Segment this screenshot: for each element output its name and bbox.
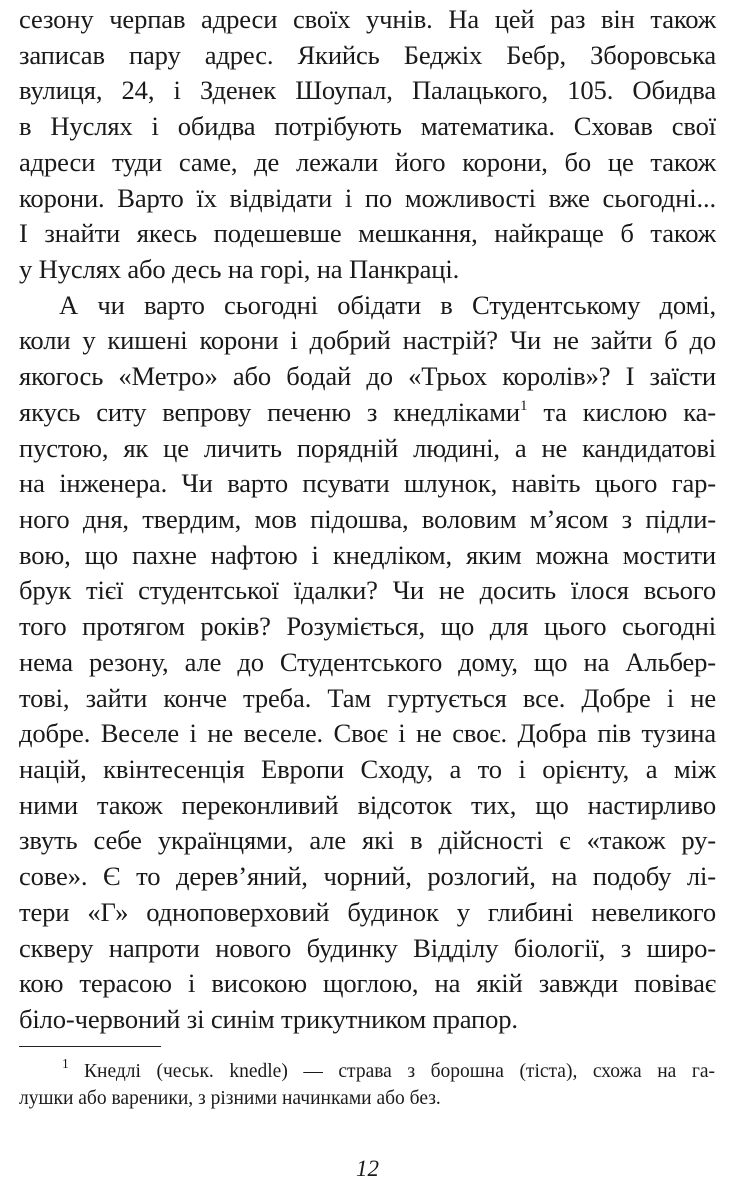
text-line: брук тієї студентської їдалки? Чи не досить їлося всього [19,575,716,605]
text-line: кою терасою і високою щоглою, на якій завжди повіває [19,968,716,998]
text-line: націй, квінтесенція Европи Сходу, а то і орієнту, а між [19,754,716,784]
text-segment: якусь ситу вепрову печеню з кнедліками [19,397,520,427]
text-line: сове». Є то дерев’яний, чорний, розлогий, на подобу лі- [19,861,716,891]
text-line: сезону черпав адреси своїх учнів. На цей раз він також [19,4,716,34]
page-number: 12 [356,1156,379,1181]
text-line: тові, зайти конче треба. Там гуртується все. Добре і не [19,683,716,713]
text-line: корони. Варто їх відвідати і по можливості вже сьогодні... [19,183,716,213]
footnote-number: 1 [62,1056,69,1071]
text-line: адреси туди саме, де лежали його корони, бо це також [19,147,716,177]
text-line: добре. Веселе і не веселе. Своє і не своє. Добра пів тузина [19,718,716,748]
footnote-separator [19,1046,161,1047]
text-line: скверу напроти нового будинку Відділу біології, з широ- [19,933,716,963]
text-line: пустою, як це личить порядній людині, а не кандидатові [19,433,716,463]
text-line: якогось «Метро» або бодай до «Трьох королів»? І заїсти [19,361,716,391]
text-line: І знайти якесь подешевше мешкання, найкраще б також [19,218,716,248]
text-line: того протягом років? Розуміється, що для цього сьогодні [19,611,716,641]
text-line: у Нуслях або десь на горі, на Панкраці. [19,254,460,284]
footnote-text-line: лушки або вареники, з різними начинками або без. [19,1088,441,1109]
text-segment: та кислою ка- [527,397,716,427]
text-line: ного дня, твердим, мов підошва, воловим м’ясом з підли- [19,504,716,534]
text-line: записав пару адрес. Якийсь Беджіх Бебр, Зборовська [19,40,716,70]
text-line: на інженера. Чи варто псувати шлунок, навіть цього гар- [19,468,716,498]
text-line [19,393,716,431]
text-line: А чи варто сьогодні обідати в Студентському домі, [59,290,716,320]
footnote-text-line: Кнедлі (чеськ. knedle) — страва з борошна (тіста), схожа на га- [84,1061,715,1082]
text-line: вою, що пахне нафтою і кнедліком, яким можна мостити [19,540,716,570]
text-line: в Нуслях і обидва потрібують математика. Сховав свої [19,111,716,141]
text-line: нема резону, але до Студентського дому, що на Альбер- [19,647,716,677]
text-line: тери «Г» одноповерховий будинок у глибині невеликого [19,897,716,927]
text-line: вулиця, 24, і Зденек Шоупал, Палацького, 105. Обидва [19,75,716,105]
text-line: ними також переконливий відсоток тих, що настирливо [19,790,716,820]
text-line: звуть себе українцями, але які в дійсності є «також ру- [19,825,716,855]
text-line: коли у кишені корони і добрий настрій? Чи не зайти б до [19,325,716,355]
text-line: біло-червоний зі синім трикутником прапор. [19,1004,518,1034]
footnote-reference[interactable]: 1 [519,398,528,414]
